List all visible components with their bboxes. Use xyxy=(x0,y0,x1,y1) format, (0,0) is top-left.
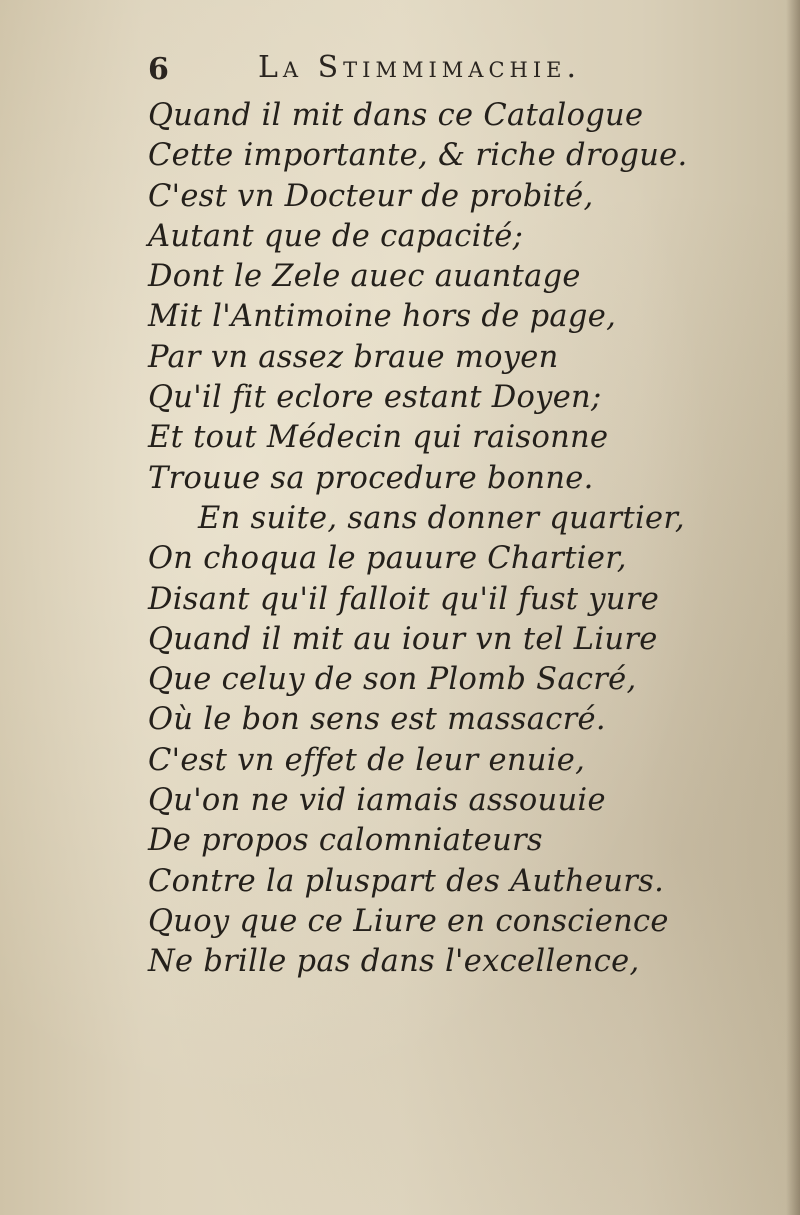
verse-line: Quand il mit dans ce Catalogue xyxy=(148,98,644,133)
verse-line: Quoy que ce Liure en conscience xyxy=(148,903,669,939)
verse-line: C'est vn Docteur de probité, xyxy=(148,178,594,214)
verse-line: Qu'il fit eclore estant Doyen; xyxy=(148,380,602,416)
verse-line: Ne brille pas dans l'excellence, xyxy=(148,944,640,980)
verse-line: Mit l'Antimoine hors de page, xyxy=(148,299,617,335)
verse-line: On choqua le pauure Chartier, xyxy=(148,541,627,577)
verse-line: Quand il mit au iour vn tel Liure xyxy=(148,621,658,657)
verse-line: C'est vn effet de leur enuie, xyxy=(148,742,586,778)
verse-line: Qu'on ne vid iamais assouuie xyxy=(148,783,606,819)
verse-line: Autant que de capacité; xyxy=(148,218,524,254)
verse-line: Contre la pluspart des Autheurs. xyxy=(148,863,665,899)
verse-line: Dont le Zele auec auantage xyxy=(148,259,581,295)
verse-line: Par vn assez braue moyen xyxy=(148,339,559,375)
verse-line-indented: En suite, sans donner quartier, xyxy=(198,500,685,536)
verse-line: De propos calomniateurs xyxy=(148,823,543,859)
verse-line: Disant qu'il falloit qu'il fust yure xyxy=(148,581,660,617)
verse-line: Que celuy de son Plomb Sacré, xyxy=(148,662,637,698)
verse-block xyxy=(148,96,708,983)
verse-line: Où le bon sens est massacré. xyxy=(148,702,606,738)
verse-line: Et tout Médecin qui raisonne xyxy=(148,420,609,456)
verse-line: Cette importante, & riche drogue. xyxy=(148,138,688,174)
page-header xyxy=(148,44,668,88)
page-number: 6 xyxy=(148,52,170,87)
running-title: La Stimmimachie. xyxy=(258,50,581,85)
verse-line: Trouue sa procedure bonne. xyxy=(148,460,594,496)
